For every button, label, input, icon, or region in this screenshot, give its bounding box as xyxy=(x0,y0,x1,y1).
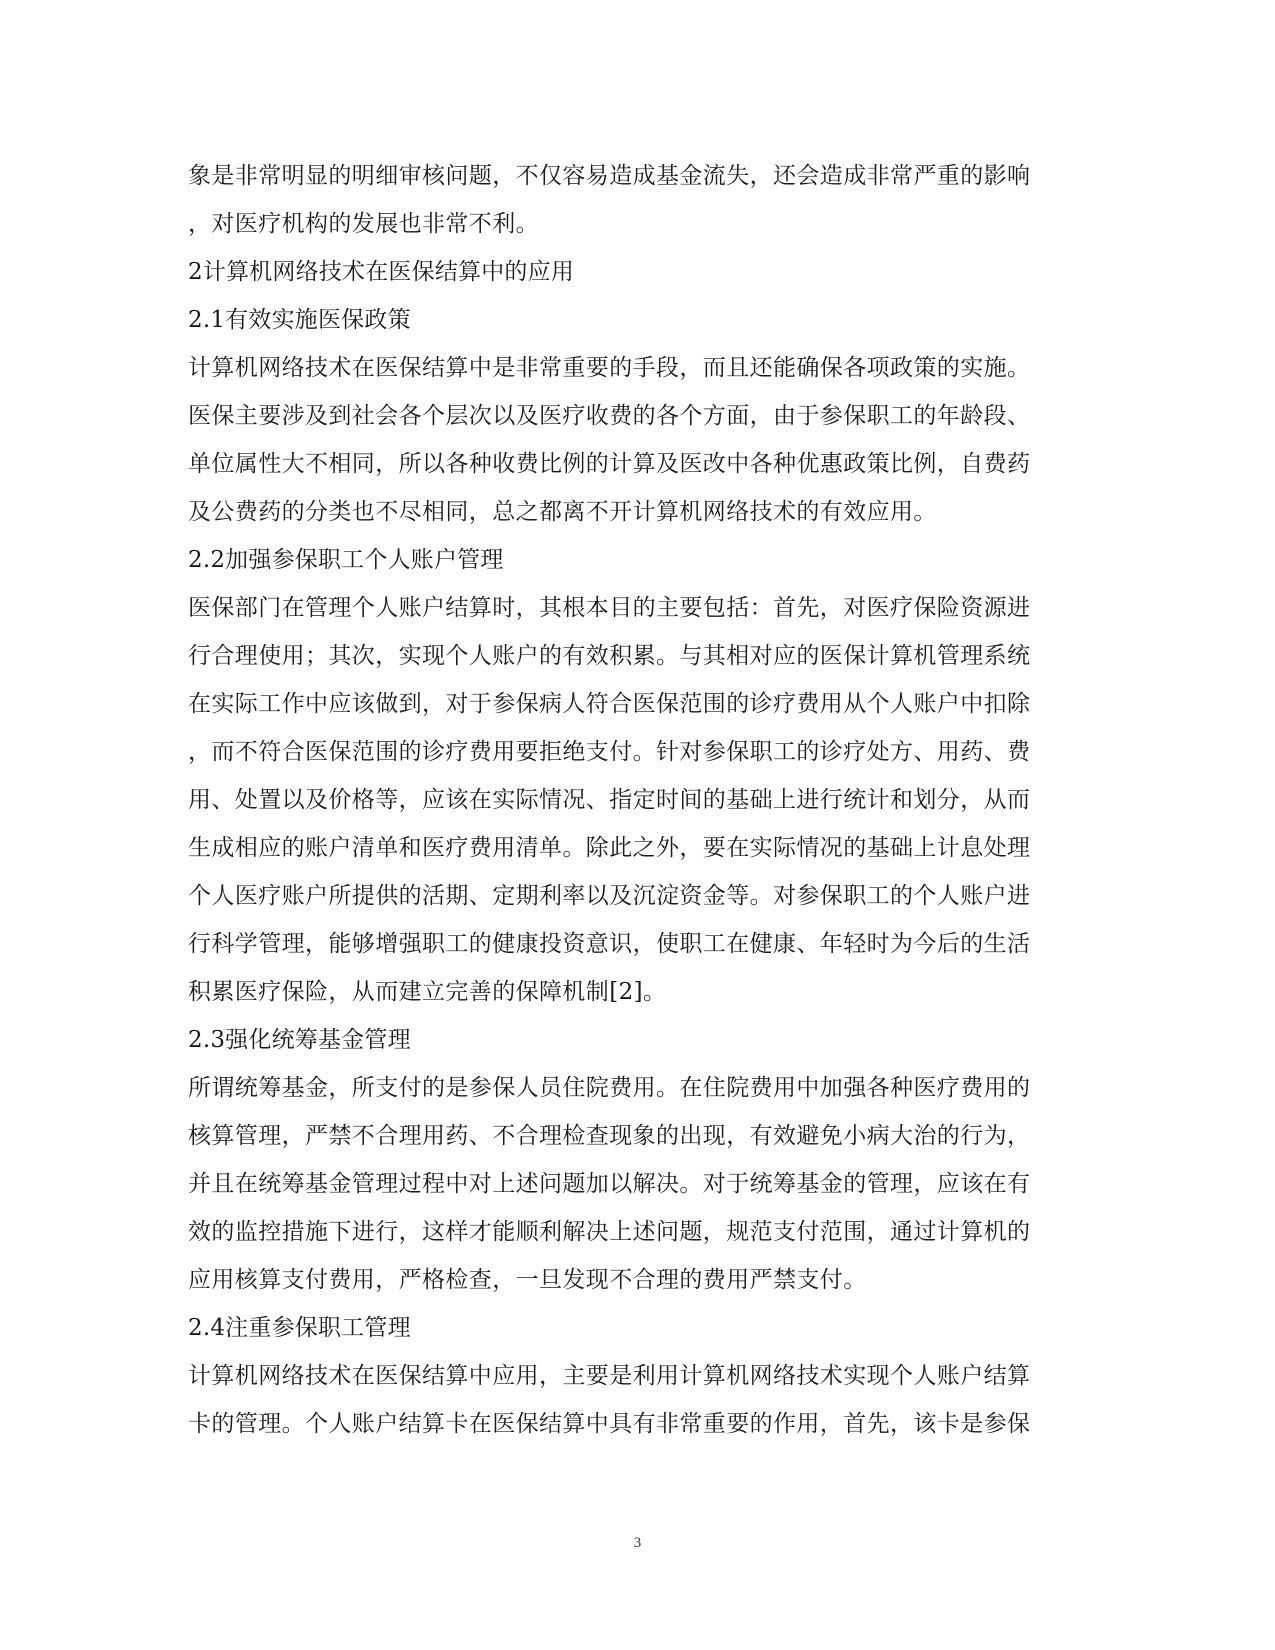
text-line: 个人医疗账户所提供的活期、定期利率以及沉淀资金等。对参保职工的个人账户进 xyxy=(188,883,1031,909)
text-line: 并且在统筹基金管理过程中对上述问题加以解决。对于统筹基金的管理，应该在有 xyxy=(188,1171,1031,1197)
text-line: 生成相应的账户清单和医疗费用清单。除此之外，要在实际情况的基础上计息处理 xyxy=(188,835,1031,861)
text-line: 计算机网络技术在医保结算中是非常重要的手段，而且还能确保各项政策的实施。 xyxy=(188,355,1031,381)
text-line: ，对医疗机构的发展也非常不利。 xyxy=(188,211,539,237)
text-line: 所谓统筹基金，所支付的是参保人员住院费用。在住院费用中加强各种医疗费用的 xyxy=(188,1075,1031,1101)
text-line: 行合理使用；其次，实现个人账户的有效积累。与其相对应的医保计算机管理系统 xyxy=(188,643,1031,669)
text-line: 单位属性大不相同，所以各种收费比例的计算及医改中各种优惠政策比例，自费药 xyxy=(188,451,1031,477)
subsection-heading: 2.3强化统筹基金管理 xyxy=(188,1027,411,1053)
subsection-heading: 2.4注重参保职工管理 xyxy=(188,1315,411,1341)
text-line: 用、处置以及价格等，应该在实际情况、指定时间的基础上进行统计和划分，从而 xyxy=(188,787,1031,813)
text-line: 医保部门在管理个人账户结算时，其根本目的主要包括：首先，对医疗保险资源进 xyxy=(188,595,1031,621)
text-line: 行科学管理，能够增强职工的健康投资意识，使职工在健康、年轻时为今后的生活 xyxy=(188,931,1031,957)
subsection-heading: 2.1有效实施医保政策 xyxy=(188,307,411,333)
text-line: 象是非常明显的明细审核问题，不仅容易造成基金流失，还会造成非常严重的影响 xyxy=(188,163,1031,189)
text-line: 效的监控措施下进行，这样才能顺利解决上述问题，规范支付范围，通过计算机的 xyxy=(188,1219,1031,1245)
text-line: 积累医疗保险，从而建立完善的保障机制[2]。 xyxy=(188,979,667,1005)
text-line: 在实际工作中应该做到，对于参保病人符合医保范围的诊疗费用从个人账户中扣除 xyxy=(188,691,1031,717)
text-line: 核算管理，严禁不合理用药、不合理检查现象的出现，有效避免小病大治的行为， xyxy=(188,1123,1031,1149)
text-line: ，而不符合医保范围的诊疗费用要拒绝支付。针对参保职工的诊疗处方、用药、费 xyxy=(188,739,1031,765)
subsection-heading: 2.2加强参保职工个人账户管理 xyxy=(188,547,504,573)
text-line: 计算机网络技术在医保结算中应用，主要是利用计算机网络技术实现个人账户结算 xyxy=(188,1363,1031,1389)
page-number: 3 xyxy=(633,1535,642,1551)
text-line: 应用核算支付费用，严格检查，一旦发现不合理的费用严禁支付。 xyxy=(188,1267,867,1293)
section-heading: 2计算机网络技术在医保结算中的应用 xyxy=(188,259,575,285)
text-line: 及公费药的分类也不尽相同，总之都离不开计算机网络技术的有效应用。 xyxy=(188,499,937,525)
text-line: 医保主要涉及到社会各个层次以及医疗收费的各个方面，由于参保职工的年龄段、 xyxy=(188,403,1031,429)
document-body xyxy=(188,152,1088,1448)
text-line: 卡的管理。个人账户结算卡在医保结算中具有非常重要的作用，首先，该卡是参保 xyxy=(188,1411,1031,1437)
